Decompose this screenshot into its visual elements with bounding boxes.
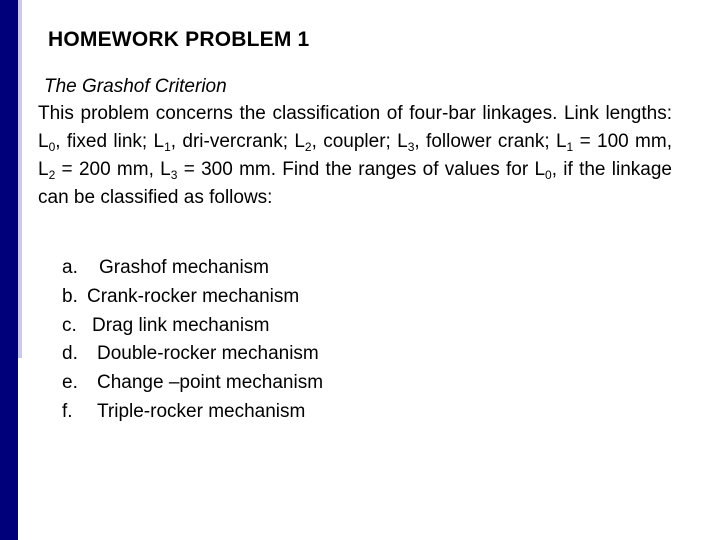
subscript: 1 [566,140,574,154]
list-marker: c. [62,314,77,336]
body-text-segment: = 300 mm. Find the ranges of values for L [177,159,546,180]
list-item-text: Crank-rocker mechanism [87,285,300,307]
classification-list [62,254,323,427]
body-text-segment: , dri-vercrank; L [170,131,305,152]
subscript: 2 [48,168,56,182]
list-item-text: Drag link mechanism [92,314,270,336]
list-item-text: Change –point mechanism [97,372,324,394]
body-text-segment: , coupler; L [311,131,408,152]
subscript: 2 [304,140,312,154]
body-text-segment: , fixed link; L [55,131,165,152]
problem-statement [38,100,672,212]
list-item-text: Triple-rocker mechanism [97,400,306,422]
slide-title: HOMEWORK PROBLEM 1 [48,28,310,51]
list-item-text: Grashof mechanism [99,257,270,278]
list-item [62,312,323,341]
list-item [62,283,323,312]
subscript: 3 [170,168,178,182]
list-item-text: Double-rocker mechanism [97,343,319,365]
sidebar-accent-stripe [18,0,22,358]
body-text-segment: = 200 mm, L [55,159,171,180]
body-text-segment: = 100 mm, L [38,131,672,180]
slide-subtitle: The Grashof Criterion [44,76,227,97]
list-marker: d. [62,343,78,365]
subscript: 3 [407,140,415,154]
subscript: 0 [48,140,56,154]
body-text-segment: , follower crank; L [414,131,567,152]
list-item [62,398,323,427]
list-item [62,254,323,283]
list-item [62,340,323,369]
subscript: 1 [164,140,171,154]
list-marker: a. [62,257,78,278]
body-text-segment: , if the linkage can be classified as follows: [38,159,672,208]
sidebar-accent-bar [0,0,18,540]
subscript: 0 [545,168,552,182]
list-marker: e. [62,372,78,394]
list-marker: b. [62,285,78,307]
body-text-segment: This problem concerns the classification of four-bar linkages. Link lengths: L [38,103,672,152]
list-marker: f. [62,400,73,422]
list-item [62,369,323,398]
